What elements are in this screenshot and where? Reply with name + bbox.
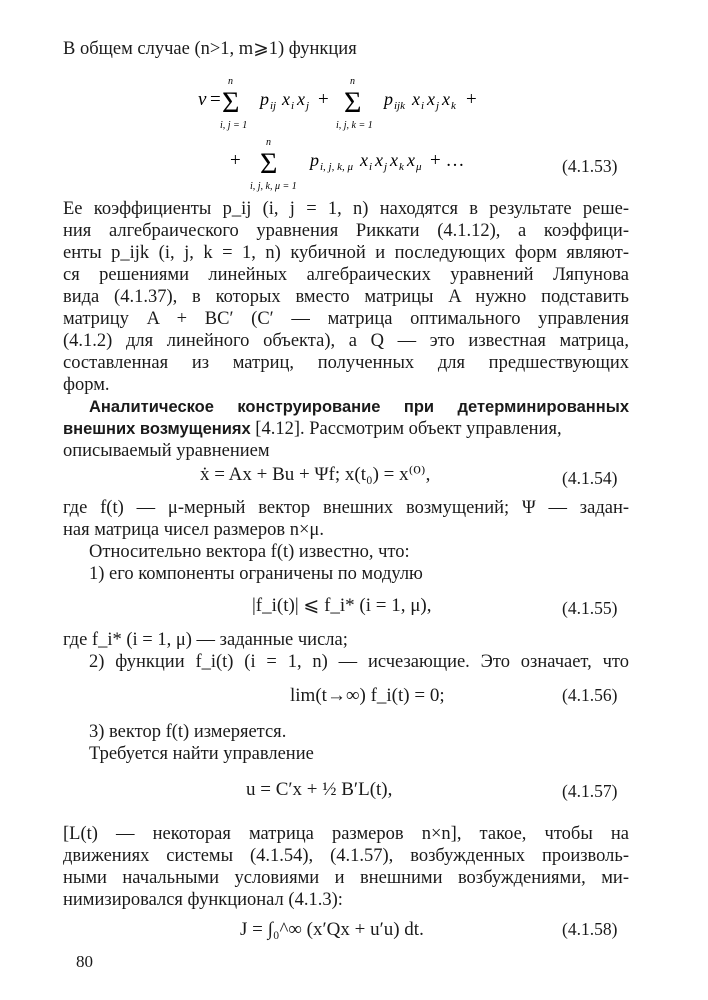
svg-text:ij: ij bbox=[270, 100, 277, 112]
para1-line5: вида (4.1.37), в которых вместо матрицы A нужно подставить bbox=[63, 287, 629, 307]
para7-line1: [L(t) — некоторая матрица размеров n×n], такое, чтобы на bbox=[63, 824, 629, 844]
svg-text:p: p bbox=[260, 89, 269, 109]
para2-last-line: описываемый уравнением bbox=[63, 441, 270, 461]
para3-line1: где f(t) — μ-мерный вектор внешних возмущений; Ψ — задан- bbox=[63, 498, 629, 518]
para1-line3: енты p_ijk (i, j, k = 1, n) кубичной и последующих форм являют- bbox=[63, 243, 629, 263]
para7-line2: движениях системы (4.1.54), (4.1.57), возбужденных произволь- bbox=[63, 846, 629, 866]
svg-text:i: i bbox=[421, 100, 425, 112]
para1-line9: форм. bbox=[63, 375, 110, 395]
svg-text:i: i bbox=[291, 100, 295, 112]
para1-line2: ния алгебраического уравнения Риккати (4.1.12), а коэффици- bbox=[63, 221, 629, 241]
para7-line3: ными начальными условиями и внешними возбуждениями, ми- bbox=[63, 868, 629, 888]
eq53-line1-graphic bbox=[198, 72, 508, 138]
svg-text:x: x bbox=[360, 150, 368, 170]
svg-text:x: x bbox=[390, 150, 398, 170]
svg-text:x: x bbox=[442, 89, 450, 109]
eq-number-4-1-57: (4.1.57) bbox=[562, 781, 618, 801]
svg-text:+: + bbox=[318, 89, 329, 110]
svg-text:x: x bbox=[297, 89, 305, 109]
equation-4-1-58: J = ∫₀^∞ (x′Qx + u′u) dt. bbox=[240, 919, 424, 940]
svg-text:x: x bbox=[282, 89, 290, 109]
svg-text:x: x bbox=[427, 89, 435, 109]
svg-text:k: k bbox=[399, 161, 404, 173]
svg-text:k: k bbox=[451, 100, 456, 112]
svg-text:+: + bbox=[466, 89, 477, 110]
eq-number-4-1-56: (4.1.56) bbox=[562, 685, 618, 705]
list-item-1: 1) его компоненты ограничены по модулю bbox=[89, 564, 423, 584]
svg-text:p: p bbox=[384, 89, 393, 109]
svg-text:v: v bbox=[198, 89, 207, 110]
svg-text:x: x bbox=[375, 150, 383, 170]
svg-text:+: + bbox=[230, 150, 241, 171]
svg-text:p: p bbox=[310, 150, 319, 170]
section-heading-bold-part: внешних возмущениях bbox=[63, 420, 251, 438]
section-heading-line2 bbox=[63, 418, 562, 440]
eq53-line2-graphic bbox=[230, 133, 510, 199]
svg-text:j: j bbox=[384, 161, 388, 173]
svg-text:j: j bbox=[436, 100, 440, 112]
page-number: 80 bbox=[76, 952, 93, 971]
list-item-2: 2) функции f_i(t) (i = 1, n) — исчезающие. Это означает, что bbox=[89, 652, 629, 672]
svg-text:x: x bbox=[412, 89, 420, 109]
equation-4-1-54: ẋ = Ax + Bu + Ψf; x(t₀) = x⁽⁰⁾, bbox=[200, 464, 431, 485]
section-heading-rest: [4.12]. Рассмотрим объект управления, bbox=[255, 419, 562, 439]
svg-text:+ …: + … bbox=[430, 150, 465, 171]
section-heading-line1: Аналитическое конструирование при детерминированных bbox=[89, 398, 629, 416]
list-item-3: 3) вектор f(t) измеряется. bbox=[89, 722, 287, 742]
svg-text:i, j, k, μ: i, j, k, μ bbox=[320, 161, 354, 173]
eq-number-4-1-55: (4.1.55) bbox=[562, 598, 618, 618]
para1-line8: составленная из матриц, полученных для предшествующих bbox=[63, 353, 629, 373]
svg-text:j: j bbox=[306, 100, 310, 112]
svg-text:i, j, k, μ = 1: i, j, k, μ = 1 bbox=[250, 181, 297, 192]
equation-4-1-55: |f_i(t)| ⩽ f_i* (i = 1, μ), bbox=[252, 595, 432, 616]
para1-line4: ся решениями линейных алгебраических уравнений Ляпунова bbox=[63, 265, 629, 285]
svg-text:Σ: Σ bbox=[344, 86, 362, 119]
svg-text:x: x bbox=[407, 150, 415, 170]
svg-text:ijk: ijk bbox=[394, 100, 405, 112]
para1-line6: матрицу A + BC′ (C′ — матрица оптимального управления bbox=[63, 309, 629, 329]
eq-number-4-1-54: (4.1.54) bbox=[562, 468, 618, 488]
svg-text:n: n bbox=[266, 137, 271, 148]
svg-text:i: i bbox=[369, 161, 373, 173]
para4: Относительно вектора f(t) известно, что: bbox=[89, 542, 410, 562]
para1-line7: (4.1.2) для линейного объекта), а Q — это известная матрица, bbox=[63, 331, 629, 351]
svg-text:Σ: Σ bbox=[222, 86, 240, 119]
svg-text:i, j = 1: i, j = 1 bbox=[220, 120, 248, 131]
para6: Требуется найти управление bbox=[89, 744, 314, 764]
svg-text:n: n bbox=[350, 76, 355, 87]
svg-text:i, j, k = 1: i, j, k = 1 bbox=[336, 120, 373, 131]
svg-text:=: = bbox=[210, 89, 221, 110]
equation-4-1-53-line2 bbox=[230, 133, 510, 199]
para1-line1: Ее коэффициенты p_ij (i, j = 1, n) находятся в результате реше- bbox=[63, 199, 629, 219]
svg-text:Σ: Σ bbox=[260, 147, 278, 180]
eq-number-4-1-53: (4.1.53) bbox=[562, 156, 618, 176]
equation-4-1-53-line1 bbox=[198, 72, 508, 138]
svg-text:μ: μ bbox=[416, 161, 422, 173]
para3-line2: ная матрица чисел размеров n×μ. bbox=[63, 520, 324, 540]
eq-number-4-1-58: (4.1.58) bbox=[562, 919, 618, 939]
para5: где f_i* (i = 1, μ) — заданные числа; bbox=[63, 630, 348, 650]
equation-4-1-57: u = C′x + ½ B′L(t), bbox=[246, 779, 393, 800]
svg-text:n: n bbox=[228, 76, 233, 87]
equation-4-1-56: lim(t→∞) f_i(t) = 0; bbox=[290, 685, 445, 706]
para7-line4: нимизировался функционал (4.1.3): bbox=[63, 890, 343, 910]
intro-line: В общем случае (n>1, m⩾1) функция bbox=[63, 39, 357, 59]
